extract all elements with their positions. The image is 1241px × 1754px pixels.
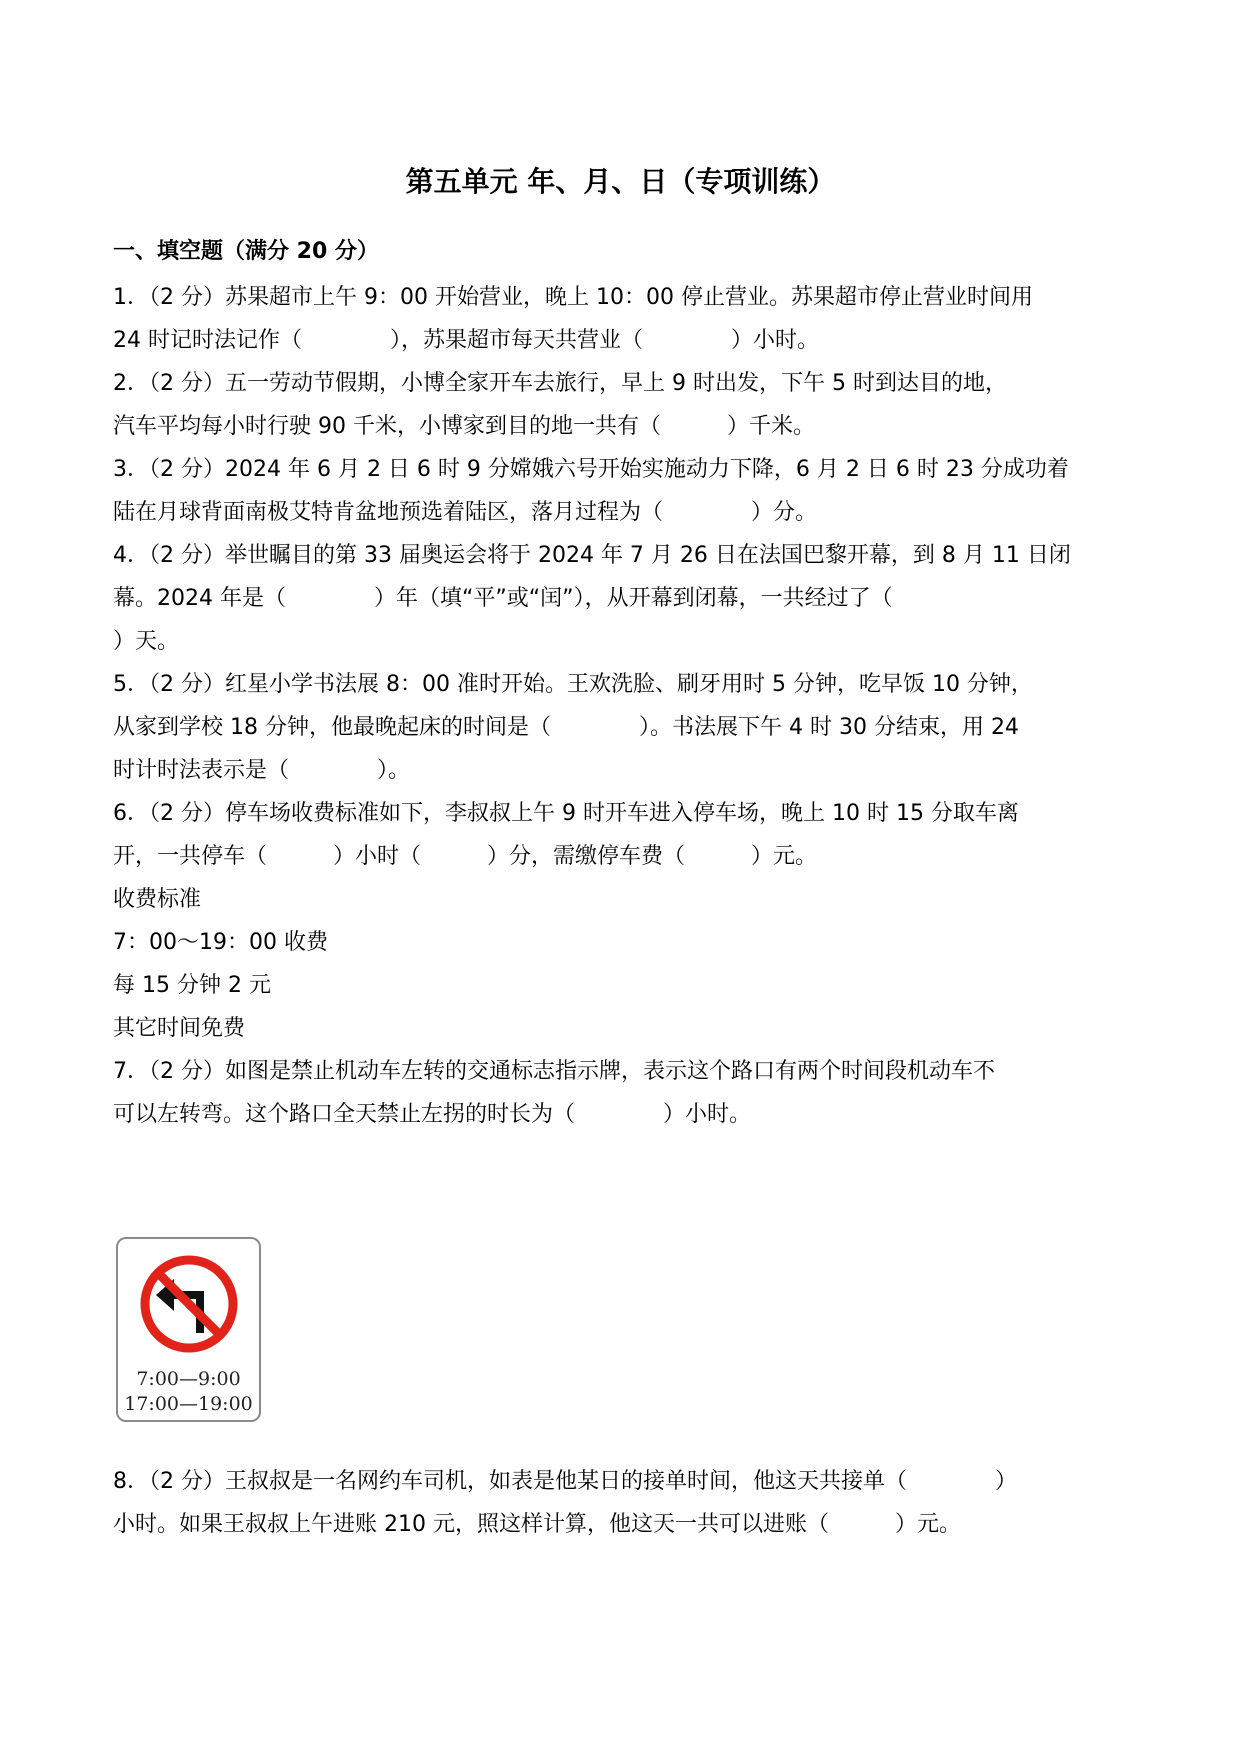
q7-line-1: 7．（2 分）如图是禁止机动车左转的交通标志指示牌，表示这个路口有两个时间段机动车不 — [113, 1059, 995, 1084]
fee-standard-rate: 每 15 分钟 2 元 — [113, 973, 271, 998]
q3-line-2: 陆在月球背面南极艾特肯盆地预选着陆区，落月过程为（ ）分。 — [113, 500, 818, 525]
q5-line-3: 时计时法表示是（ ）。 — [113, 758, 411, 783]
q5-line-1: 5．（2 分）红星小学书法展 8：00 准时开始。王欢洗脸、刷牙用时 5 分钟，吃早饭 10 分钟， — [113, 672, 1033, 697]
fee-standard-hours: 7：00～19：00 收费 — [113, 930, 328, 955]
no-left-turn-icon — [134, 1249, 244, 1359]
q6-line-2: 开，一共停车（ ）小时（ ）分，需缴停车费（ ）元。 — [113, 844, 818, 869]
fee-standard-title: 收费标准 — [113, 887, 202, 912]
q1-line-2: 24 时记时法记作（ ），苏果超市每天共营业（ ）小时。 — [113, 328, 819, 353]
q2-line-1: 2．（2 分）五一劳动节假期，小博全家开车去旅行，早上 9 时出发，下午 5 时到达目的地， — [113, 371, 1007, 396]
sign-time-morning: 7:00—9:00 — [136, 1368, 241, 1390]
q1-line-1: 1．（2 分）苏果超市上午 9：00 开始营业，晚上 10：00 停止营业。苏果超市停止营业时间用 — [113, 285, 1033, 310]
q4-line-3: ）天。 — [113, 629, 180, 654]
q4-line-2: 幕。2024 年是（ ）年（填“平”或“闰”），从开幕到闭幕，一共经过了（ — [113, 586, 893, 611]
sign-time-evening: 17:00—19:00 — [124, 1393, 253, 1415]
no-left-turn-sign — [116, 1237, 261, 1422]
q5-line-2: 从家到学校 18 分钟，他最晚起床的时间是（ ）。书法展下午 4 时 30 分结束，用 24 — [113, 715, 1019, 740]
q7-line-2: 可以左转弯。这个路口全天禁止左拐的时长为（ ）小时。 — [113, 1102, 752, 1127]
q4-line-1: 4．（2 分）举世瞩目的第 33 届奥运会将于 2024 年 7 月 26 日在法国巴黎开幕，到 8 月 11 日闭 — [113, 543, 1071, 568]
q3-line-1: 3．（2 分）2024 年 6 月 2 日 6 时 9 分嫦娥六号开始实施动力下降，6 月 2 日 6 时 23 分成功着 — [113, 457, 1069, 482]
q6-line-1: 6．（2 分）停车场收费标准如下，李叔叔上午 9 时开车进入停车场，晚上 10 时 15 分取车离 — [113, 801, 1019, 826]
q8-line-2: 小时。如果王叔叔上午进账 210 元，照这样计算，他这天一共可以进账（ ）元。 — [113, 1512, 961, 1537]
section-heading: 一、填空题（满分 20 分） — [113, 239, 379, 264]
q2-line-2: 汽车平均每小时行驶 90 千米，小博家到目的地一共有（ ）千米。 — [113, 414, 815, 439]
page-title: 第五单元 年、月、日（专项训练） — [405, 165, 836, 198]
q8-line-1: 8．（2 分）王叔叔是一名网约车司机，如表是他某日的接单时间，他这天共接单（ ） — [113, 1469, 1017, 1494]
fee-standard-free: 其它时间免费 — [113, 1016, 246, 1041]
